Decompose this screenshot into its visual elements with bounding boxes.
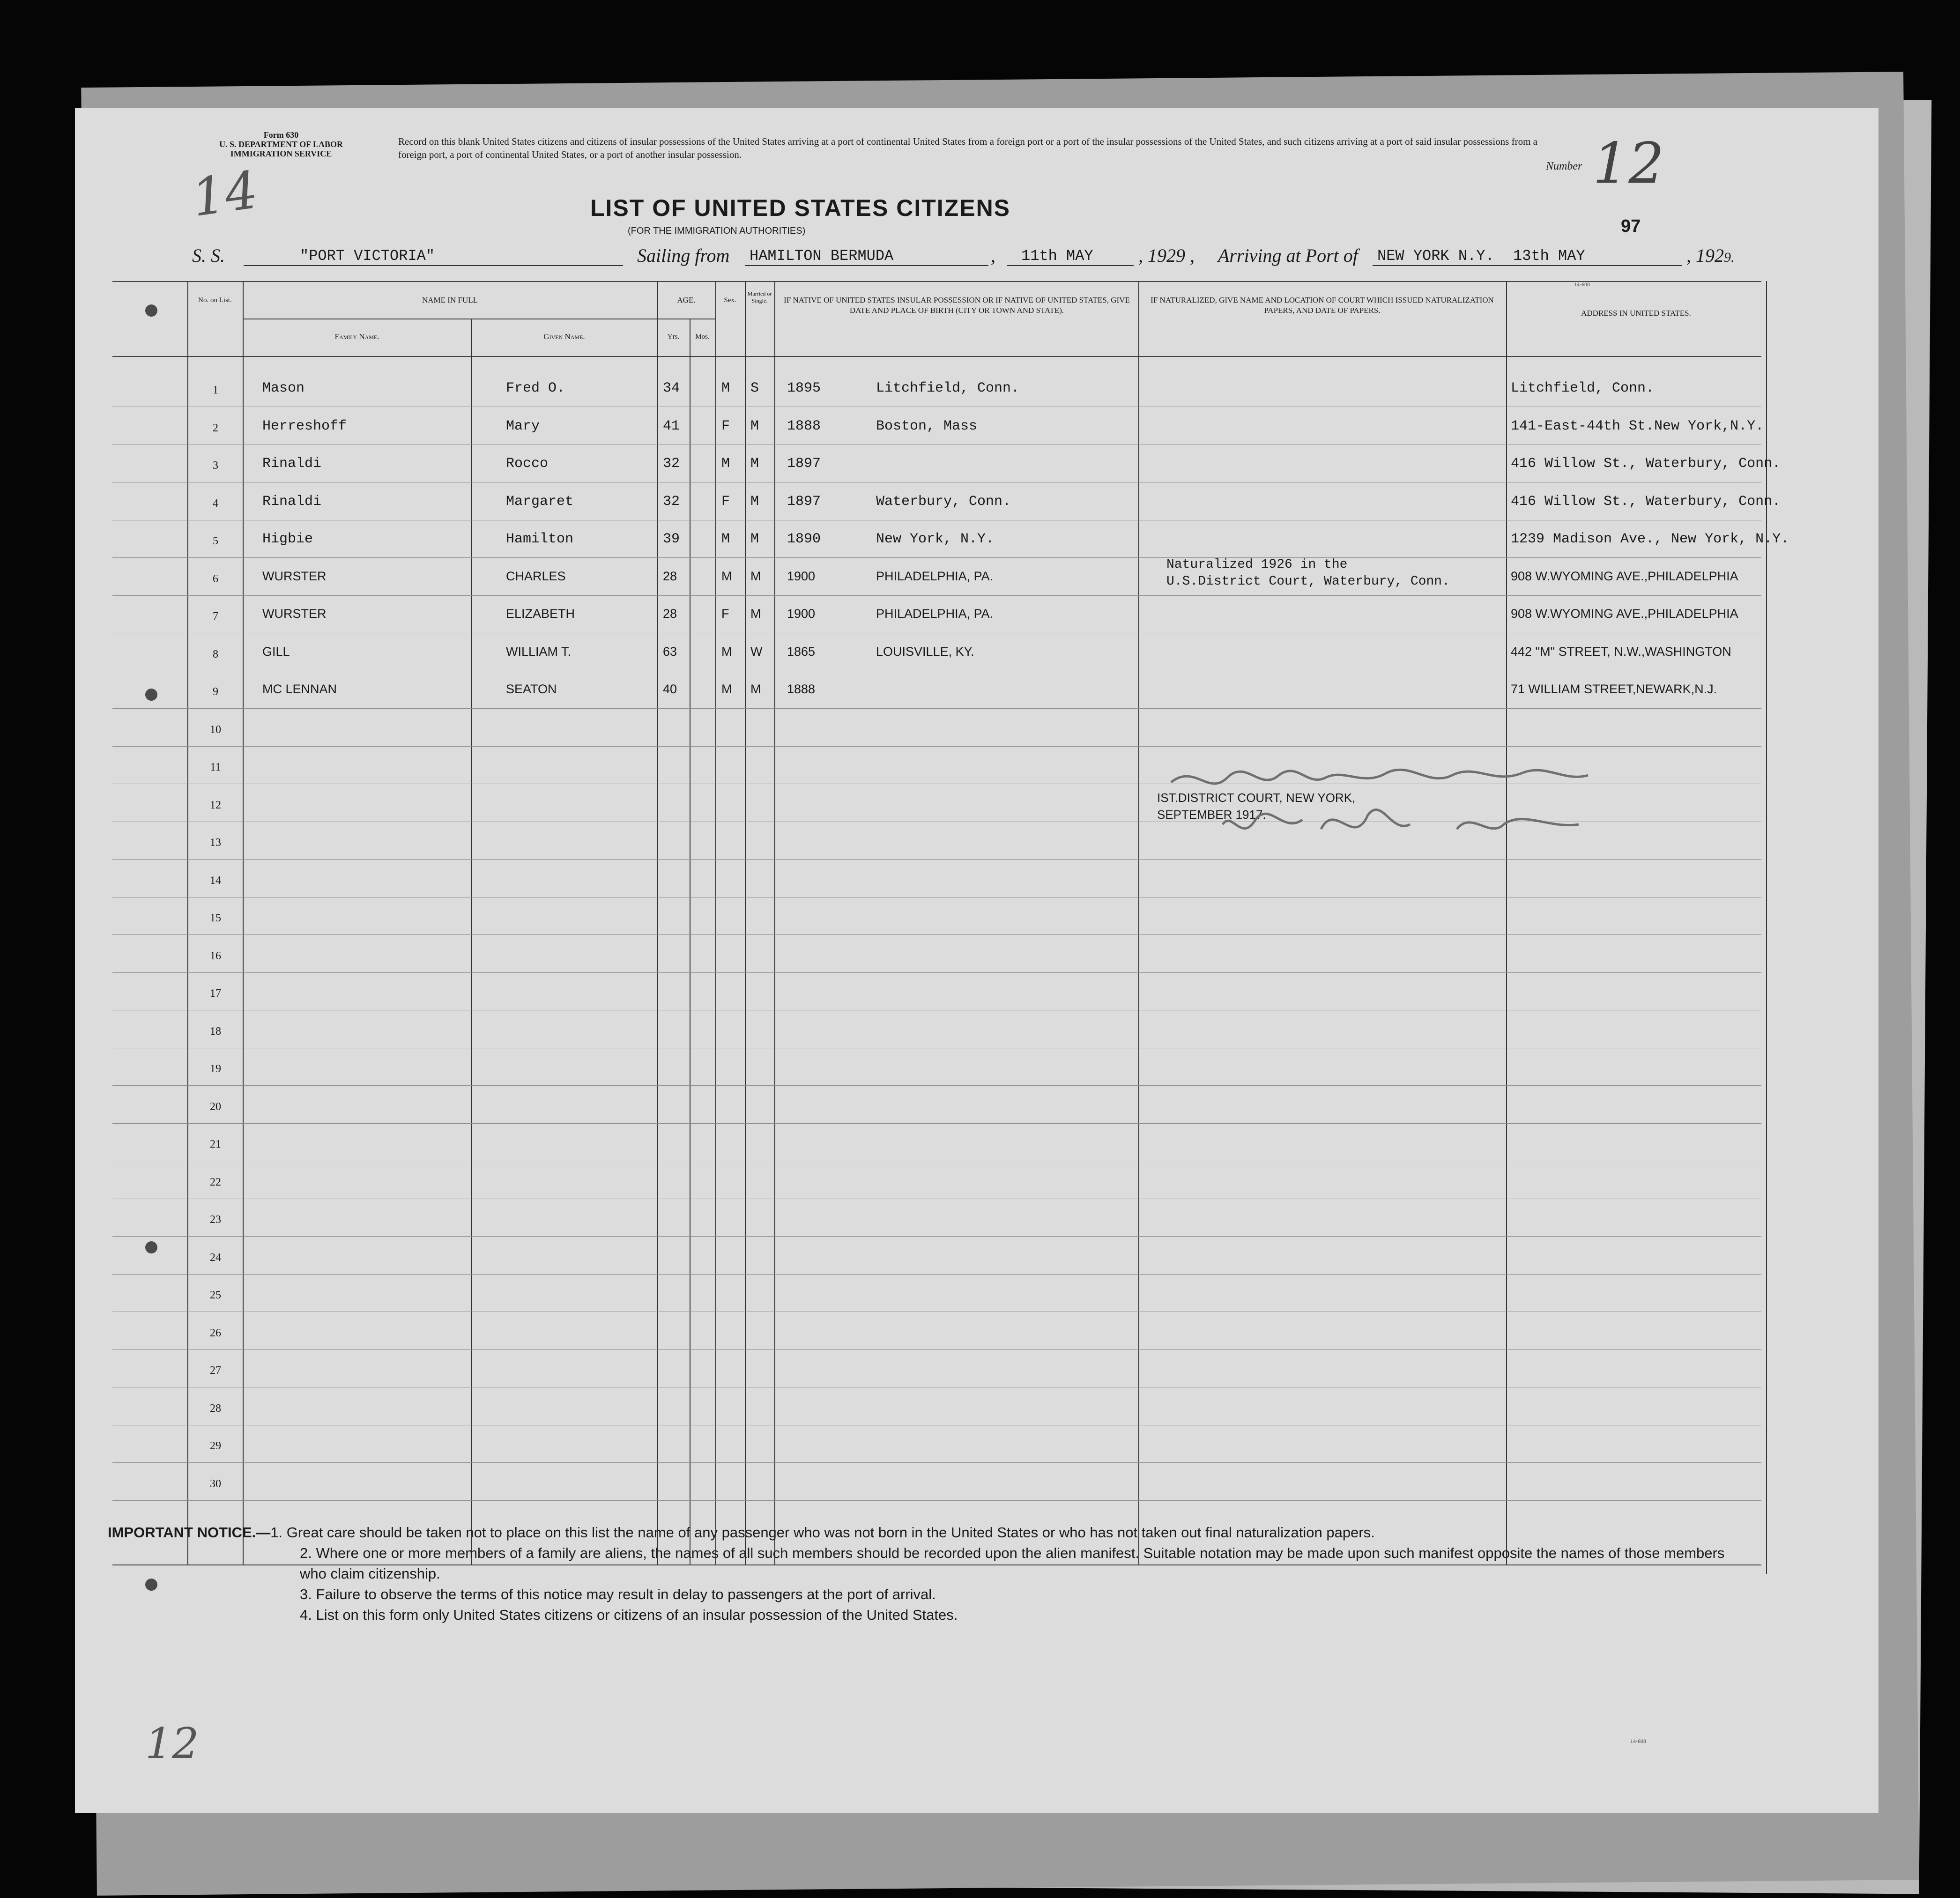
age-cell: 39 xyxy=(663,531,680,547)
row-number: 21 xyxy=(210,1138,221,1150)
passenger-table xyxy=(112,281,1789,1564)
col-married: Married or Single. xyxy=(747,290,772,304)
form-number: Form 630 xyxy=(263,130,299,140)
address-cell: 141-East-44th St.New York,N.Y. xyxy=(1511,418,1764,434)
family-name-cell: MC LENNAN xyxy=(262,682,337,696)
row-rule xyxy=(112,1123,1761,1124)
number-label: Number xyxy=(1546,160,1582,172)
table-top-rule xyxy=(112,281,1761,282)
marital-status-cell: M xyxy=(750,456,759,472)
arriving-label: Arriving at Port of xyxy=(1218,245,1358,266)
age-cell: 41 xyxy=(663,418,680,434)
given-name-cell: ELIZABETH xyxy=(506,607,575,621)
given-name-cell: Margaret xyxy=(506,493,574,510)
row-rule xyxy=(112,1274,1761,1275)
family-name-cell: Mason xyxy=(262,380,305,396)
birth-year-cell: 1897 xyxy=(787,456,821,472)
service-name: IMMIGRATION SERVICE xyxy=(230,149,332,158)
family-name-cell: Higbie xyxy=(262,531,313,547)
row-number: 16 xyxy=(210,949,221,962)
given-name-cell: Hamilton xyxy=(506,531,574,547)
row-number: 23 xyxy=(210,1214,221,1226)
ss-label: S. S. xyxy=(192,245,225,266)
address-cell: 1239 Madison Ave., New York, N.Y. xyxy=(1511,531,1789,547)
notice-item-2: 2. Where one or more members of a family are aliens, the names of all such members should be recorded upon the alien manifest. Suitable notation may be made upon such manifest opposite the names of those members who claim citizenship. xyxy=(300,1545,1725,1582)
marital-status-cell: M xyxy=(750,493,759,510)
birth-year-cell: 1890 xyxy=(787,531,821,547)
row-number: 1 xyxy=(213,384,218,396)
sex-cell: M xyxy=(721,380,730,396)
arrive-year-suffix: 9. xyxy=(1724,250,1735,265)
row-rule xyxy=(112,1500,1761,1501)
row-number: 19 xyxy=(210,1063,221,1075)
print-code: 14-608 xyxy=(1574,281,1590,288)
row-number: 22 xyxy=(210,1176,221,1188)
family-name-cell: WURSTER xyxy=(262,607,327,621)
address-cell: 442 "M" STREET, N.W.,WASHINGTON xyxy=(1511,644,1731,659)
sex-cell: M xyxy=(721,456,730,472)
manifest-page: Form 630 U. S. DEPARTMENT OF LABOR IMMIGRATION SERVICE 14 Record on this blank United States citizens and citizens of insular possessions of the United States arriving at a port of continental United States from a foreign port or a port of the insular possessions of the United States, and such citizens arriving at a port of said insular possessions from a foreign port, a port of continental United States, or a port of another insular possession. Number 12 LIST OF UNITED STATES CITIZENS (FOR THE IMMIGRATION AUTHORITIES) 97 S. S. "PORT VICTORIA" Sailing from HAMILTON BERMUDA , 11th MAY , 1929 , Arriving at Port of NEW YORK N.Y. 13th MAY , 1929. 14-608 No. on List. NAME IN FULL Family Name. Given Name. AGE. Yrs. Mos. Sex. Married or Single. IF NATIVE OF UNITED STATES INSULAR POSSESSION OR IF NATIVE OF UNITED STATES, GIVE DATE AND PLACE OF BIRTH (CITY OR TOWN AND STATE). IF NATURALIZED, GIVE NAME AND LOCATION OF COURT WHICH ISSUED NATURALIZATION PAPERS, AND DATE OF PAPERS. ADDRESS IN UNITED STATES. 1 2 3 4 5 6 7 8 9 10 11 12 13 14 15 16 17 18 19 20 21 22 23 24 25 26 27 28 29 30 Mason Fred O. 34 M S 1895 Litchfield, Conn. Litchfield, Conn. Herreshoff Mary 41 F M 1888 Boston, Mass 141-East-44th St.New York,N.Y. Rinaldi Rocco 32 M M 1897 416 Willow St., Waterbury, Conn. Rinaldi Margaret 32 F M 1897 Waterbury, Conn. 416 Willow St., Waterbury, Conn. Higbie Hamilton 39 M M 1890 New York, N.Y. 1239 Madison Ave., New York, N.Y. WURSTER CHARLES 28 M M 1900 PHILADELPHIA, PA. 908 W.WYOMING AVE.,PHILADELPHIA WURSTER ELIZABETH 28 F M 1900 PHILADELPHIA, PA. 908 W.WYOMING AVE.,PHILADELPHIA GILL WILLIAM T. 63 M W 1865 LOUISVILLE, KY. 442 "M" STREET, N.W.,WASHINGTON MC LENNAN SEATON 40 M M 1888 71 WILLIAM STREET,NEWARK,N.J. Naturalized 1926 in the U.S.District Court, Waterbury, Conn. IST.DISTRICT COURT, NEW YORK, SEPTEMBER 1917. 14-608 12 xyxy=(75,108,1878,1813)
row-number: 17 xyxy=(210,987,221,1000)
arrive-date: 13th MAY xyxy=(1513,247,1585,265)
family-name-cell: WURSTER xyxy=(262,569,327,583)
page-number: 97 xyxy=(1621,216,1641,236)
sex-cell: M xyxy=(721,682,732,696)
sex-cell: F xyxy=(721,493,730,510)
col-address: ADDRESS IN UNITED STATES. xyxy=(1581,309,1691,318)
row-number: 5 xyxy=(213,535,218,547)
row-number: 3 xyxy=(213,460,218,472)
address-cell: 71 WILLIAM STREET,NEWARK,N.J. xyxy=(1511,682,1717,696)
col-no: No. on List. xyxy=(198,297,232,304)
notice-item-1: 1. Great care should be taken not to place on this list the name of any passenger who was not born in the United States or who has not taken out final naturalization papers. xyxy=(270,1524,1375,1541)
col-given-name: Given Name. xyxy=(543,332,585,341)
birth-place-cell: Litchfield, Conn. xyxy=(876,380,1020,396)
marital-status-cell: M xyxy=(750,531,759,547)
print-code-bottom: 14-608 xyxy=(1630,1738,1646,1744)
address-cell: 416 Willow St., Waterbury, Conn. xyxy=(1511,456,1781,472)
arriving-underline xyxy=(1373,265,1682,266)
given-name-cell: Rocco xyxy=(506,456,549,472)
col-sex: Sex. xyxy=(724,297,736,304)
col-age: AGE. xyxy=(677,296,696,304)
age-cell: 28 xyxy=(663,569,677,583)
row-rule xyxy=(112,746,1761,747)
row-number: 24 xyxy=(210,1251,221,1264)
age-cell: 28 xyxy=(663,607,677,621)
birth-place-cell: PHILADELPHIA, PA. xyxy=(876,607,994,621)
row-number: 9 xyxy=(213,686,218,698)
birth-place-cell: Waterbury, Conn. xyxy=(876,493,1011,510)
notice-item-4: 4. List on this form only United States citizens or citizens of an insular possession of the United States. xyxy=(300,1607,958,1623)
row-number: 10 xyxy=(210,723,221,736)
row-number: 7 xyxy=(213,610,218,623)
sex-cell: F xyxy=(721,418,730,434)
birth-year-cell: 1865 xyxy=(787,644,816,659)
col-naturalized: IF NATURALIZED, GIVE NAME AND LOCATION OF COURT WHICH ISSUED NATURALIZATION PAPERS, AND DATE OF PAPERS. xyxy=(1151,296,1494,315)
handwritten-annotation: 12 xyxy=(145,1719,199,1768)
page-title: LIST OF UNITED STATES CITIZENS xyxy=(590,195,1011,221)
row-number: 30 xyxy=(210,1477,221,1490)
form-identifier xyxy=(215,130,347,158)
age-cell: 34 xyxy=(663,380,680,396)
punch-hole xyxy=(145,304,157,317)
row-rule xyxy=(112,595,1761,596)
inspector-signature xyxy=(1166,754,1658,895)
col-age-mos: Mos. xyxy=(695,333,710,341)
birth-year-cell: 1897 xyxy=(787,493,821,510)
row-number: 4 xyxy=(213,497,218,510)
row-number: 11 xyxy=(210,761,221,773)
arriving-port: NEW YORK N.Y. xyxy=(1377,247,1494,265)
number-value: 12 xyxy=(1593,131,1664,196)
age-cell: 32 xyxy=(663,456,680,472)
sex-cell: F xyxy=(721,607,729,621)
sail-year-prefix: 192 xyxy=(1148,245,1176,266)
punch-hole xyxy=(145,689,157,701)
birth-place-cell: Boston, Mass xyxy=(876,418,978,434)
row-number: 28 xyxy=(210,1402,221,1415)
row-rule xyxy=(112,934,1761,935)
page-subtitle: (FOR THE IMMIGRATION AUTHORITIES) xyxy=(628,226,806,236)
birth-place-cell: PHILADELPHIA, PA. xyxy=(876,569,994,583)
row-number: 13 xyxy=(210,837,221,849)
row-number: 27 xyxy=(210,1364,221,1377)
row-number: 18 xyxy=(210,1025,221,1038)
family-name-cell: Rinaldi xyxy=(262,493,322,510)
row-number: 6 xyxy=(213,572,218,585)
birth-year-cell: 1900 xyxy=(787,569,816,583)
given-name-cell: WILLIAM T. xyxy=(506,644,572,659)
given-name-cell: Fred O. xyxy=(506,380,565,396)
birth-year-cell: 1900 xyxy=(787,607,816,621)
family-name-cell: GILL xyxy=(262,644,290,659)
sail-date: 11th MAY xyxy=(1021,247,1093,265)
birth-place-cell: LOUISVILLE, KY. xyxy=(876,644,974,659)
sailing-underline xyxy=(745,265,988,266)
row-rule xyxy=(112,708,1761,709)
marital-status-cell: M xyxy=(750,607,761,621)
naturalization-note: IST.DISTRICT COURT, NEW YORK, SEPTEMBER 1917. xyxy=(1157,791,1356,822)
notice-lead: IMPORTANT NOTICE.— xyxy=(108,1524,271,1541)
row-number: 29 xyxy=(210,1440,221,1452)
row-number: 15 xyxy=(210,912,221,924)
col-family-name: Family Name. xyxy=(334,332,379,341)
address-cell: 908 W.WYOMING AVE.,PHILADELPHIA xyxy=(1511,607,1738,621)
row-rule xyxy=(112,1349,1761,1350)
row-number: 2 xyxy=(213,422,218,434)
naturalization-note: Naturalized 1926 in the U.S.District Court, Waterbury, Conn. xyxy=(1166,557,1450,589)
arrive-year-prefix: 192 xyxy=(1696,245,1724,266)
row-number: 25 xyxy=(210,1289,221,1301)
sex-cell: M xyxy=(721,531,730,547)
table-header-rule xyxy=(112,356,1761,357)
row-number: 20 xyxy=(210,1100,221,1113)
marital-status-cell: M xyxy=(750,682,761,696)
row-number: 26 xyxy=(210,1327,221,1339)
age-cell: 63 xyxy=(663,644,677,659)
row-rule xyxy=(112,972,1761,973)
sailing-from: HAMILTON BERMUDA xyxy=(750,247,894,265)
given-name-cell: CHARLES xyxy=(506,569,566,583)
marital-status-cell: S xyxy=(750,380,759,396)
punch-hole xyxy=(145,1241,157,1253)
family-name-cell: Rinaldi xyxy=(262,456,322,472)
ship-underline xyxy=(244,265,623,266)
marital-status-cell: W xyxy=(750,644,763,659)
sail-date-underline xyxy=(1007,265,1134,266)
age-cell: 40 xyxy=(663,682,677,696)
birth-place-cell: New York, N.Y. xyxy=(876,531,995,547)
form-preamble: Record on this blank United States citizens and citizens of insular possessions of the United States arriving at a port of continental United States from a foreign port or a port of the insular possessions of the United States, and such citizens arriving at a port of said insular possessions from a foreign port, a port of continental United States, or a port of another insular possession. xyxy=(398,136,1537,160)
given-name-cell: SEATON xyxy=(506,682,557,696)
given-name-cell: Mary xyxy=(506,418,540,434)
marital-status-cell: M xyxy=(750,418,759,434)
address-cell: 908 W.WYOMING AVE.,PHILADELPHIA xyxy=(1511,569,1738,583)
age-cell: 32 xyxy=(663,493,680,510)
row-rule xyxy=(112,1236,1761,1237)
department-name: U. S. DEPARTMENT OF LABOR xyxy=(219,140,343,149)
address-cell: 416 Willow St., Waterbury, Conn. xyxy=(1511,493,1781,510)
sail-year-suffix: 9 xyxy=(1176,245,1185,266)
address-cell: Litchfield, Conn. xyxy=(1511,380,1655,396)
sailing-label: Sailing from xyxy=(637,245,730,266)
ship-name: "PORT VICTORIA" xyxy=(300,247,435,265)
col-name-in-full: NAME IN FULL xyxy=(422,296,478,304)
row-rule xyxy=(112,1085,1761,1086)
marital-status-cell: M xyxy=(750,569,761,583)
notice-item-3: 3. Failure to observe the terms of this notice may result in delay to passengers at the port of arrival. xyxy=(300,1586,936,1602)
important-notice xyxy=(108,1522,1747,1625)
row-number: 12 xyxy=(210,799,221,811)
handwritten-page-mark: 14 xyxy=(188,159,262,229)
row-rule xyxy=(112,557,1761,558)
birth-year-cell: 1888 xyxy=(787,418,821,434)
col-birth: IF NATIVE OF UNITED STATES INSULAR POSSESSION OR IF NATIVE OF UNITED STATES, GIVE DATE AND PLACE OF BIRTH (CITY OR TOWN AND STATE). xyxy=(784,296,1130,315)
row-rule xyxy=(112,1462,1761,1463)
row-number: 14 xyxy=(210,874,221,887)
row-number: 8 xyxy=(213,648,218,660)
sex-cell: M xyxy=(721,569,732,583)
birth-year-cell: 1895 xyxy=(787,380,821,396)
birth-year-cell: 1888 xyxy=(787,682,816,696)
family-name-cell: Herreshoff xyxy=(262,418,347,434)
col-age-yrs: Yrs. xyxy=(667,333,680,341)
sex-cell: M xyxy=(721,644,732,659)
